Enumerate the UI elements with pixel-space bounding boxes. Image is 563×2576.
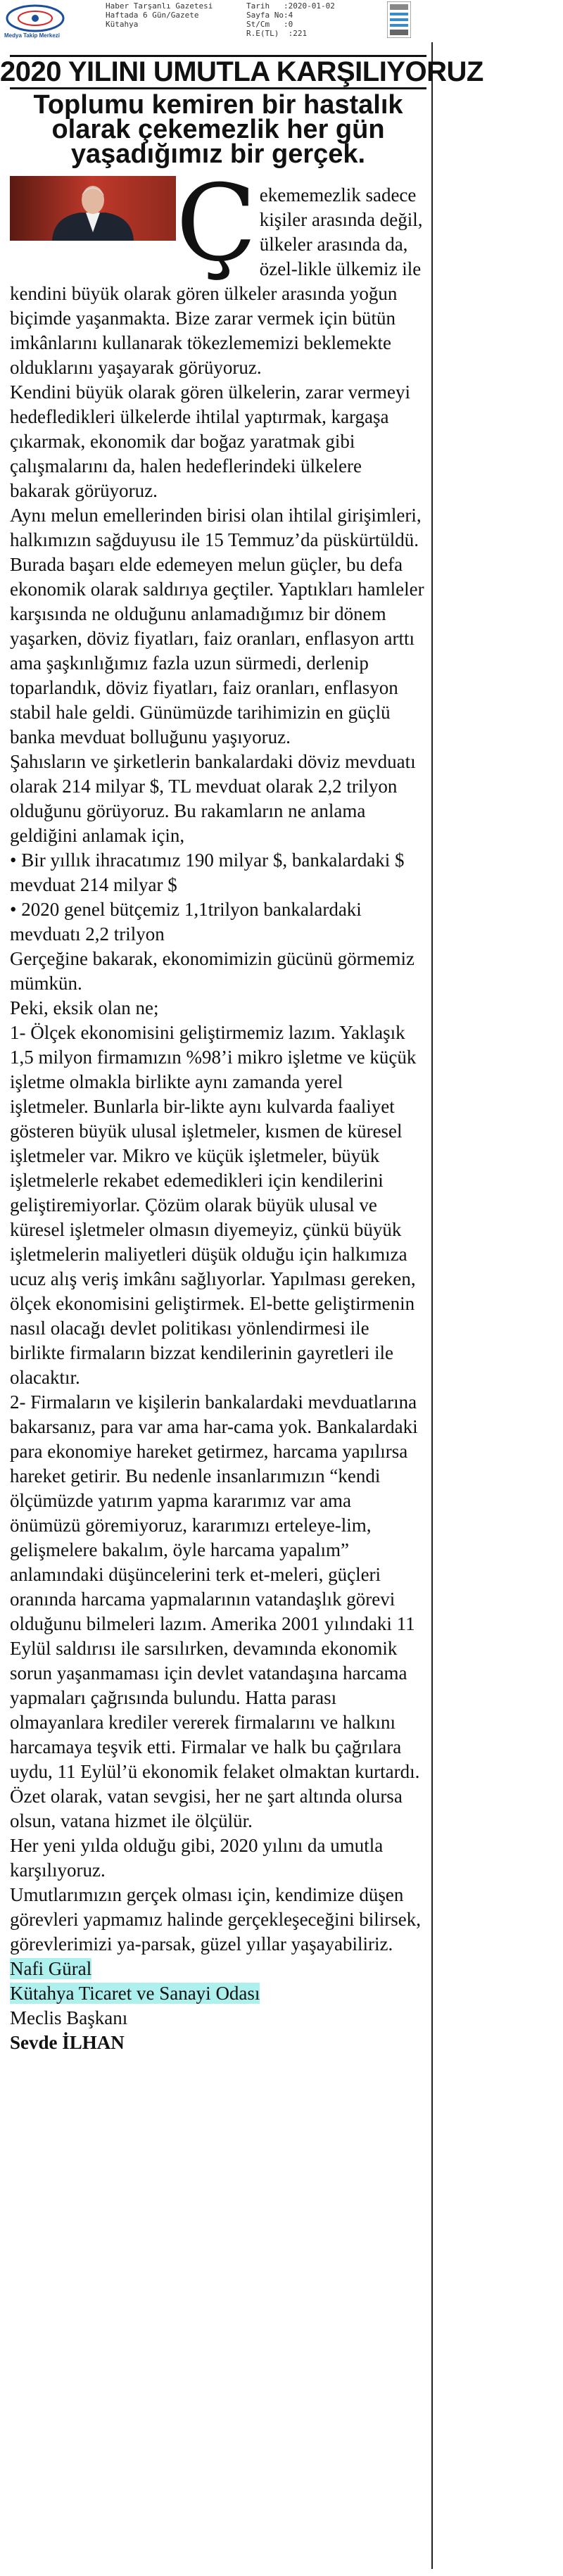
signature-name (10, 1957, 425, 1981)
barcode-icon (387, 1, 411, 38)
clipping-header (0, 0, 563, 39)
meta-line: Haber Tarşanlı Gazetesi (106, 1, 213, 11)
first-paragraph-text: ekememezlik sadece kişiler arasında değil, ülkeler arasında da, özel-likle ülkemiz ile kendini büyük olarak gören ülkeler arasında yoğun biçimde yaşanmakta. Bize zarar vermek için bütün imkânlarını kullanarak tökezlememizi beklemekte olduklarını yaşayarak görüyoruz. (10, 184, 423, 378)
meta-line: Haftada 6 Gün/Gazete (106, 11, 199, 20)
bullet-item: • 2020 genel bütçemiz 1,1trilyon bankalardaki mevduatı 2,2 trilyon (10, 899, 362, 945)
article-subtitle: Toplumu kemiren bir hastalık olarak çekemezlik her gün yaşadığımız bir gerçek. (33, 90, 403, 169)
article-body (10, 163, 425, 2055)
meta-line: St/Cm :0 (246, 20, 293, 29)
publication-meta (246, 1, 335, 38)
meta-line: Tarih :2020-01-02 (246, 1, 335, 11)
signature-org (10, 1981, 425, 2006)
signature-role: Meclis Başkanı (10, 2007, 128, 2028)
signature-name-text: Nafi Güral (10, 1958, 92, 1979)
signature-org-text: Kütahya Ticaret ve Sanayi Odası (10, 1983, 260, 2004)
paragraph: 1- Ölçek ekonomisini geliştirmemiz lazım. Yaklaşık 1,5 milyon firmamızın %98’i mikro işletme ve küçük işletme olmakla birlikte aynı zamanda yerel işletmeler. Bunlarla bir-likte aynı kulvarda faaliyet gösteren büyük ulusal işletmeler, kısmen de küresel işletmeler var. Mikro ve küçük işletmeler, büyük işletmelerle rekabet edemedikleri için kendilerini geliştiremiyorlar. Çözüm olarak büyük ulusal ve küresel işletmeler olmasın diyemeyiz, çünkü büyük işletmelerin maliyetleri düşük olduğu için halkımıza ucuz alış veriş imkânı sağlıyorlar. Yapılması gereken, ölçek ekonomisini geliştirmek. El-bette geliştirmenin nasıl olacağı devlet politikası yönlendirmesi ile birlikte firmaların bizzat kendilerinin gayretleri ile olacaktır. (10, 1022, 417, 1388)
paragraph: Her yeni yılda olduğu gibi, 2020 yılını da umutla karşılıyoruz. (10, 1835, 384, 1881)
paragraph: Peki, eksik olan ne; (10, 997, 159, 1018)
title-bottom-rule (10, 87, 426, 89)
paragraph: Şahısların ve şirketlerin bankalardaki döviz mevduatı olarak 214 milyar $, TL mevduat olarak 2,2 trilyon olduğunu görüyoruz. Bu rakamların ne anlama geldiğini anlamak için, (10, 751, 416, 846)
meta-line: Kütahya (106, 20, 139, 29)
drop-cap: Ç (176, 163, 257, 285)
paragraph: Aynı melun emellerinden birisi olan ihtilal girişimleri, halkımızın sağduyusu ile 15 Temmuz’da püskürtüldü. Burada başarı elde edemeyen melun güçler, bu defa ekonomik olarak saldırıya geçtiler. Yaptıkları hamleler karşısında ne olduğunu anlamadığımız bir dönem yaşarken, döviz fiyatları, faiz oranları, enflasyon arttı ama şaşkınlığımız fazla uzun sürmedi, derlenip toparlandık, döviz fiyatları, faiz oranları, enflasyon stabil hale geldi. Günümüzde tarihimizin en güçlü banka mevduat bolluğunu yaşıyoruz. (10, 505, 424, 747)
media-tracking-logo-icon (4, 3, 66, 35)
author-name: Sevde İLHAN (10, 2032, 125, 2053)
logo-caption: Medya Takip Merkezi (4, 32, 60, 39)
meta-line: R.E(TL) :221 (246, 29, 308, 38)
source-meta (106, 1, 213, 29)
paragraph: 2- Firmaların ve kişilerin bankalardaki mevduatlarına bakarsanız, para var ama har-cama yok. Bankalardaki para ekonomiye hareket getirmez, harcama yapılırsa hareket getirir. Bu nedenle insanlarımızın “kendi ölçümüzde yatırım yapma kararımız var ama önümüzü göremiyoruz, kararımızı erteleye-lim, gelişmelere bakalım, öyle harcama yapalım” anlamındaki düşüncelerini terk et-meleri, güçleri oranında harcama yapmalarının vatandaşlık görevi olduğunu bilmeleri lazım. Amerika 2001 yılındaki 11 Eylül saldırısı ile sarsılırken, devamında ekonomik sorun yaşanmaması için devlet vatandaşına harcama yapmaları çağrısında bulundu. Hatta parası olmayanlara krediler vererek firmalarını ve halkını harcamaya teşvik etti. Firmalar ve halk bu çağrılara uydu, 11 Eylül’ü ekonomik felaket olmaktan kurtardı. Özet olarak, vatan sevgisi, her ne şart altında olursa olsun, vatana hizmet ile ölçülür. (10, 1391, 420, 1831)
bullet-item: • Bir yıllık ihracatımız 190 milyar $, bankalardaki $ mevduat 214 milyar $ (10, 850, 405, 895)
meta-line: Sayfa No:4 (246, 11, 293, 20)
paragraph: Gerçeğine bakarak, ekonomimizin gücünü görmemiz mümkün. (10, 948, 415, 994)
article-title: 2020 YILINI UMUTLA KARŞILIYORUZ (0, 56, 483, 87)
paragraph: Umutlarımızın gerçek olması için, kendimize düşen görevleri yapmamız halinde gerçekleşeceğini bilirsek, görevlerimizi ya-parsak, güzel yıllar yaşayabiliriz. (10, 1884, 422, 1955)
first-paragraph (10, 163, 425, 380)
paragraph: Kendini büyük olarak gören ülkelerin, zarar vermeyi hedefledikleri ülkelerde ihtilal yaptırmak, kargaşa çıkarmak, ekonomik dar boğaz yaratmak gibi çalışmalarını da, halen hedeflerindeki ülkelere bakarak görüyoruz. (10, 381, 411, 501)
